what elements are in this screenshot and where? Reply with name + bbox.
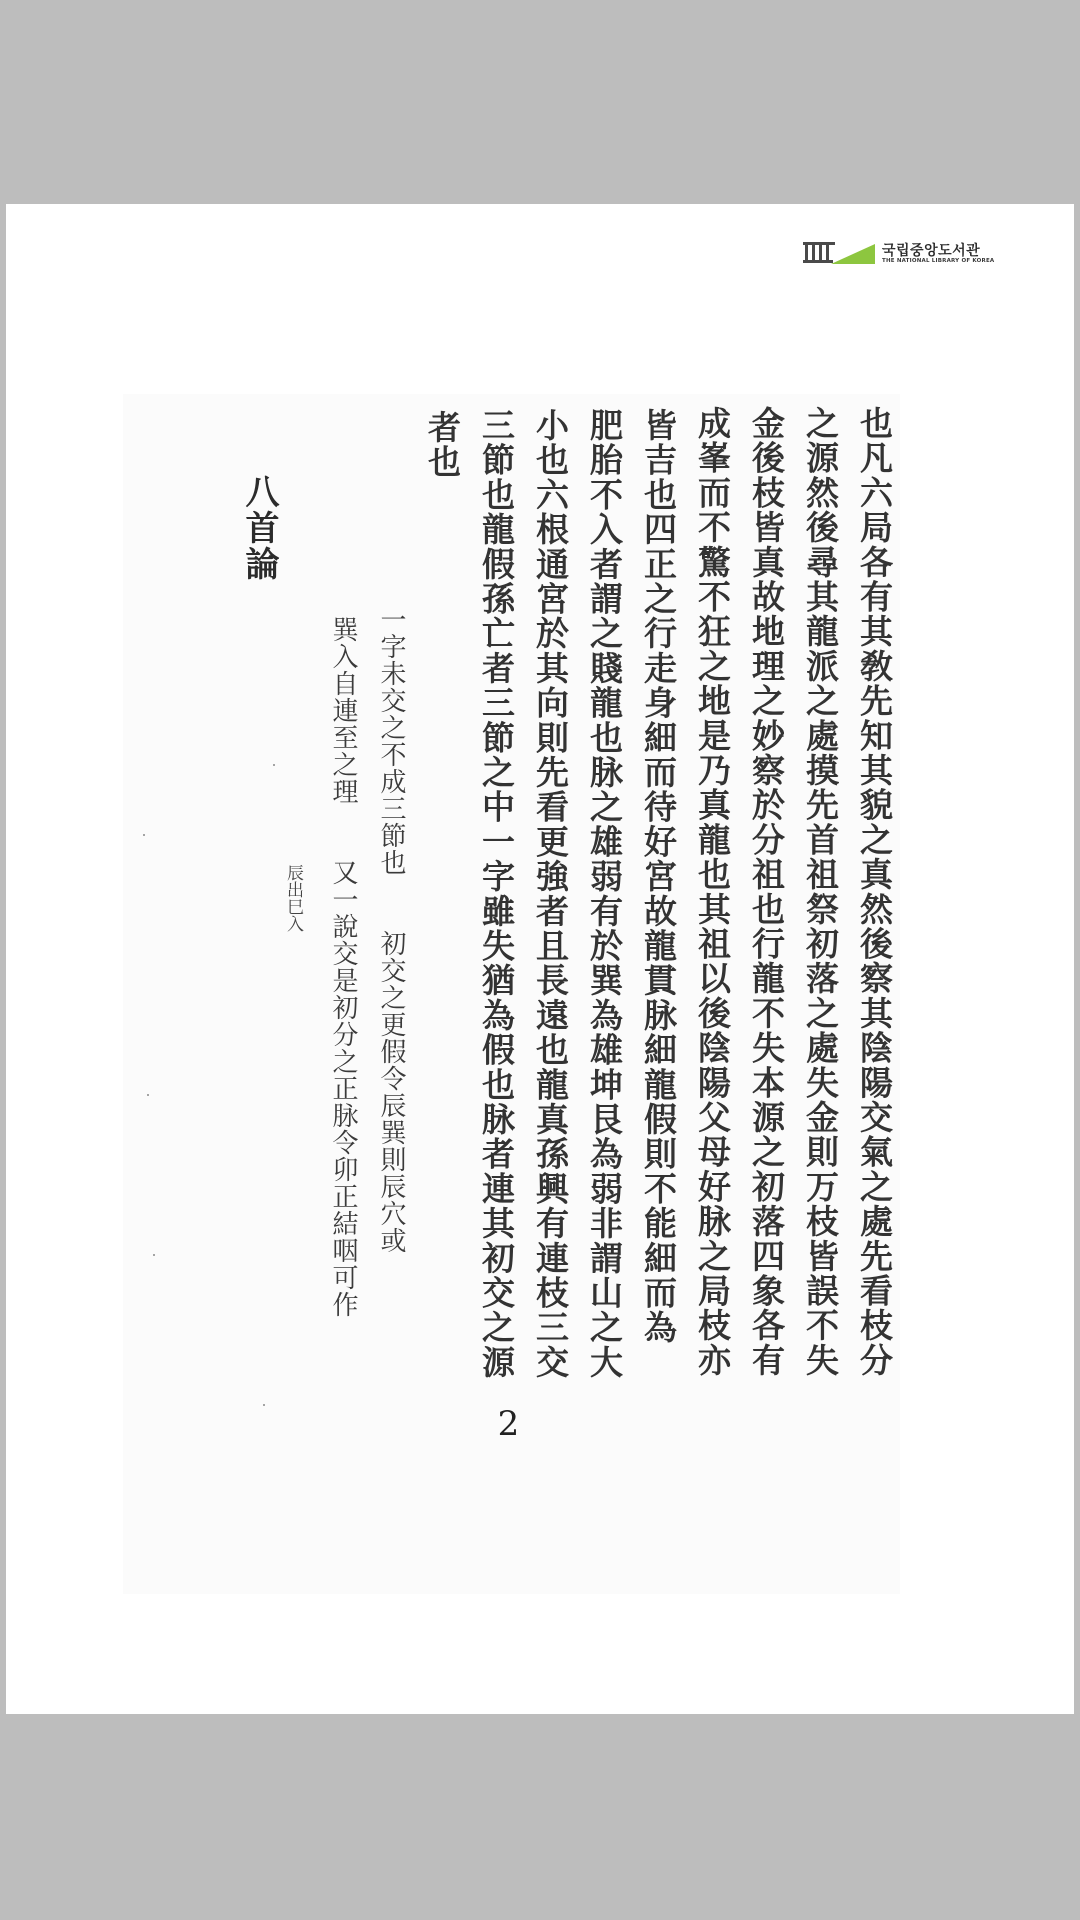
manuscript-note-column: 一字未交之不成三節也 初交之更假令辰巽則辰穴或 bbox=[376, 606, 406, 1254]
manuscript-column: 皆吉也四正之行走身細而待好宮故龍貫脉細龍假則不能細而為 bbox=[639, 408, 678, 1345]
scan-speck bbox=[273, 764, 275, 766]
manuscript-note-column: 巽入自連至之理 又一說交是初分之正脉令卯正結咽可作 bbox=[328, 616, 358, 1318]
scan-speck bbox=[153, 1254, 155, 1256]
manuscript-column: 成峯而不驚不狂之地是乃真龍也其祖以後陰陽父母好脉之局枝亦 bbox=[693, 406, 732, 1378]
document-page bbox=[6, 204, 1074, 1714]
manuscript-column: 之源然後尋其龍派之處摸先首祖祭初落之處失金則万枝皆誤不失 bbox=[801, 406, 840, 1378]
scan-speck bbox=[143, 834, 145, 836]
library-name-english: THE NATIONAL LIBRARY OF KOREA bbox=[882, 258, 995, 264]
manuscript-column: 也凡六局各有其敎先知其貌之真然後察其陰陽交氣之處先看枝分 bbox=[855, 406, 894, 1378]
section-title: 八首論 bbox=[239, 474, 279, 582]
library-logo-icon bbox=[803, 240, 875, 268]
manuscript-column: 肥胎不入者謂之賤龍也脉之雄弱有於巽為雄坤艮為弱非謂山之大 bbox=[585, 408, 624, 1380]
scan-speck bbox=[147, 1094, 149, 1096]
library-logo bbox=[803, 240, 993, 268]
manuscript-column: 金後枝皆真故地理之妙察於分祖也行龍不失本源之初落四象各有 bbox=[747, 406, 786, 1378]
manuscript-column: 三節也龍假孫亡者三節之中一字雖失猶為假也脉者連其初交之源 bbox=[477, 408, 516, 1380]
manuscript-marginal-note: 辰出巳入 bbox=[283, 864, 303, 932]
library-name-korean: 국립중앙도서관 bbox=[882, 243, 981, 259]
page-number: 2 bbox=[497, 1404, 520, 1444]
manuscript-column: 小也六根通宮於其向則先看更強者且長遠也龍真孫興有連枝三交 bbox=[531, 408, 570, 1380]
manuscript-column: 者也 bbox=[423, 410, 462, 480]
